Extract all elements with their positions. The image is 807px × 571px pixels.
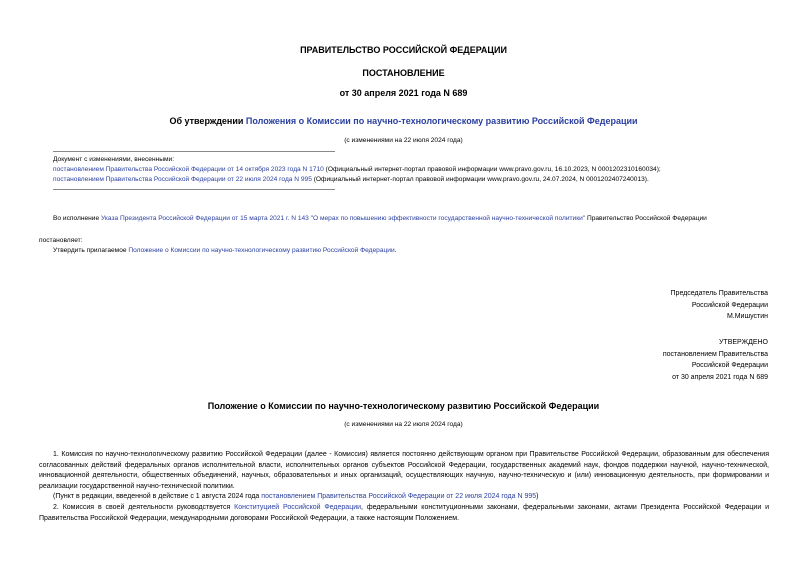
paragraph-2: [39, 503, 769, 524]
signature-name: М.Мишустин: [726, 313, 768, 320]
regulation-title: Положение о Комиссии по научно-технологическому развитию Российской Федерации: [207, 401, 600, 411]
approved-regulation-link[interactable]: Положение о Комиссии по научно-технологическому развитию Российской Федерации: [128, 247, 395, 254]
issuer-heading: ПРАВИТЕЛЬСТВО РОССИЙСКОЙ ФЕДЕРАЦИИ: [300, 45, 507, 55]
changes-item: [53, 175, 649, 185]
amendment-source-1710: (Официальный интернет-портал правовой информации www.pravo.gov.ru, 16.10.2023, N 0001202310160034);: [323, 166, 661, 173]
preamble-suffix: Правительство Российской Федерации: [585, 215, 707, 222]
signature-position-country: Российской Федерации: [691, 301, 768, 309]
amendment-source-995: (Официальный интернет-портал правовой информации www.pravo.gov.ru, 24.07.2024, N 0001202407240013).: [311, 176, 649, 183]
amendment-link-995-note[interactable]: постановлением Правительства Российской Федерации от 22 июля 2024 года N 995: [261, 493, 537, 501]
signature-block: [671, 288, 768, 323]
constitution-link[interactable]: Конституцией Российской Федерации: [234, 503, 362, 511]
paragraph-2-prefix: 2. Комиссия в своей деятельности руководствуется: [53, 503, 235, 511]
approved-by-country: Российской Федерации: [691, 362, 768, 369]
preamble-prefix: Во исполнение: [53, 215, 101, 222]
regulation-body: [39, 450, 769, 524]
amendment-link-1710[interactable]: постановлением Правительства Российской Федерации от 14 октября 2023 года N 1710: [53, 166, 324, 173]
decides-text: постановляет:: [39, 237, 83, 244]
preamble-text: [53, 214, 707, 224]
document-type: ПОСТАНОВЛЕНИЕ: [362, 68, 445, 78]
presidential-decree-link[interactable]: Указа Президента Российской Федерации от 15 марта 2021 г. N 143 "О мерах по повышению эффективности государственной научно-технической политики": [100, 215, 586, 222]
note-suffix: ): [536, 493, 539, 501]
approve-suffix: .: [394, 247, 397, 254]
paragraph-1-note: [39, 492, 769, 503]
signature-position: Председатель Правительства: [670, 290, 768, 297]
document-date-number: от 30 апреля 2021 года N 689: [339, 88, 468, 98]
divider-bottom: [53, 189, 335, 190]
approve-text: [53, 246, 396, 256]
approved-by: постановлением Правительства: [662, 350, 768, 358]
regulation-title-link[interactable]: Положения о Комиссии по научно-технологическому развитию Российской Федерации: [245, 116, 638, 126]
paragraph-1: 1. Комиссия по научно-технологическому развитию Российской Федерации (далее - Комиссия) является постоянно действующим органом при Правительстве Российской Федерации, образованным для обеспечения согласованных действий федеральных органов исполнительной власти, исполнительных органов субъектов Российской Федерации, государственных академий наук, фондов поддержки научной, научно-технической, инновационной деятельности, общественных объединений, научных, образовательных и иных организаций, осуществляющих научную, научно-техническую и (или) инновационную деятельность, при формировании и реализации государственной научно-технической политики.: [39, 451, 769, 490]
document-title: [0, 116, 807, 126]
changes-item: [53, 165, 661, 175]
approve-prefix: Утвердить прилагаемое: [53, 247, 129, 254]
approval-stamp: [663, 337, 768, 383]
document-title-prefix: Об утверждении: [169, 116, 246, 126]
changes-heading: Документ с изменениями, внесенными:: [53, 156, 175, 163]
divider-top: [53, 151, 335, 152]
approved-date: от 30 апреля 2021 года N 689: [672, 373, 768, 381]
note-prefix: (Пункт в редакции, введенной в действие с 1 августа 2024 года: [53, 493, 262, 501]
revision-note: (с изменениями на 22 июля 2024 года): [344, 137, 463, 144]
regulation-revision-note: (с изменениями на 22 июля 2024 года): [344, 421, 463, 428]
paragraph-2-suffix: , федеральными конституционными законами, федеральными законами, актами Президента Российской Федерации и Правительства Российской Федерации, международными договорами Российской Федерации, а также настоящим Положением.: [39, 503, 769, 522]
amendment-link-995[interactable]: постановлением Правительства Российской Федерации от 22 июля 2024 года N 995: [53, 176, 312, 183]
approved-label: УТВЕРЖДЕНО: [718, 339, 768, 346]
